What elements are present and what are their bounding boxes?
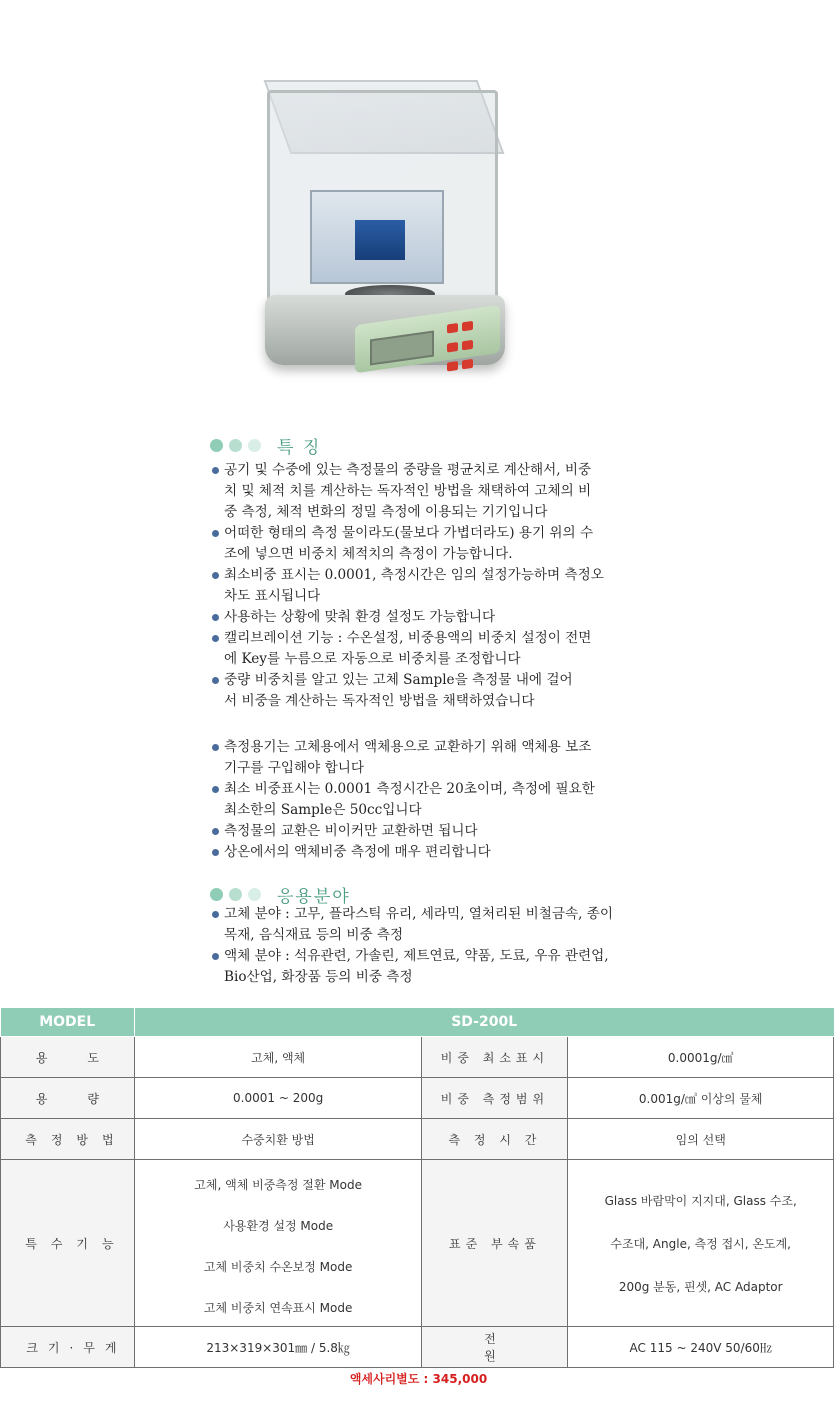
method-label: 측정방법: [1, 1119, 135, 1160]
bullet-icon: [212, 614, 219, 621]
model-label: MODEL: [1, 1008, 135, 1037]
power-value: AC 115 ~ 240V 50/60㎐: [568, 1327, 834, 1368]
features-header: [210, 433, 321, 458]
list-item: [212, 842, 632, 863]
special-mode-2: 사용환경 설정 Mode: [223, 1219, 334, 1233]
bullet-dot-icon: [248, 439, 261, 452]
features-list: [212, 460, 632, 712]
bullet-icon: [212, 786, 219, 793]
list-item-line: 서 비중을 계산하는 독자적인 방법을 채택하였습니다: [224, 693, 535, 709]
key-buttons: [445, 315, 485, 357]
bullet-icon: [212, 530, 219, 537]
method-value: 수중치환 방법: [134, 1119, 422, 1160]
power-label: 전 원: [422, 1327, 568, 1368]
list-item: [212, 821, 632, 842]
table-row: [1, 1327, 834, 1368]
special-value: [134, 1160, 422, 1327]
features-title: 특 징: [277, 438, 322, 458]
accessory-line-2: 수조대, Angle, 측정 접시, 온도계,: [610, 1236, 791, 1251]
size-weight-value: 213×319×301㎜ / 5.8㎏: [134, 1327, 422, 1368]
sample-holder: [355, 220, 405, 260]
list-item-line: 액체 분야 : 석유관련, 가솔린, 제트연료, 약품, 도료, 우유 관련업,: [224, 948, 609, 964]
time-value: 임의 선택: [568, 1119, 834, 1160]
table-row: [1, 1119, 834, 1160]
bullet-dot-icon: [248, 888, 261, 901]
range-label: 비중 측정범위: [422, 1078, 568, 1119]
table-row: [1, 1037, 834, 1078]
list-item: [212, 565, 632, 607]
list-item: [212, 737, 632, 779]
bullet-icon: [212, 677, 219, 684]
table-row: [1, 1160, 834, 1327]
bullet-icon: [212, 828, 219, 835]
list-item: [212, 670, 632, 712]
list-item-line: 중량 비중치를 알고 있는 고체 Sample을 측정물 내에 걸어: [224, 672, 573, 688]
list-item: [212, 904, 632, 946]
list-item: [212, 779, 632, 821]
accessory-line-3: 200g 분동, 핀셋, AC Adaptor: [618, 1279, 783, 1294]
list-item-line: 최소비중 표시는 0.0001, 측정시간은 임의 설정가능하며 측정오: [224, 567, 604, 583]
list-item-line: 캘리브레이션 기능 : 수온설정, 비중용액의 비중치 설정이 전면: [224, 630, 592, 646]
range-value: 0.001g/㎤ 이상의 물체: [568, 1078, 834, 1119]
usage-value: 고체, 액체: [134, 1037, 422, 1078]
bullet-icon: [212, 635, 219, 642]
accessories-label: 표준 부속품: [422, 1160, 568, 1327]
table-row: [1, 1078, 834, 1119]
list-item-line: 고체 분야 : 고무, 플라스틱 유리, 세라믹, 열처리된 비철금속, 종이: [224, 906, 614, 922]
accessory-price: 액세사리별도 : 345,000: [349, 1372, 488, 1386]
list-item-line: 측정용기는 고체용에서 액체용으로 교환하기 위해 액체용 보조: [224, 739, 592, 755]
bullet-icon: [212, 849, 219, 856]
spec-table: [0, 1007, 834, 1368]
bullet-icon: [212, 953, 219, 960]
list-item-line: 목재, 음식재료 등의 비중 측정: [224, 927, 404, 943]
min-display-value: 0.0001g/㎤: [568, 1037, 834, 1078]
list-item-line: 중 측정, 체적 변화의 정밀 측정에 이용되는 기기입니다: [224, 504, 548, 520]
bullet-icon: [212, 467, 219, 474]
bullet-icon: [212, 744, 219, 751]
bullet-icon: [212, 911, 219, 918]
notes-list: [212, 737, 632, 863]
spec-header-row: [1, 1008, 834, 1037]
list-item-line: 측정물의 교환은 비이커만 교환하면 됩니다: [224, 823, 478, 839]
capacity-value: 0.0001 ~ 200g: [134, 1078, 422, 1119]
model-value: SD-200L: [134, 1008, 833, 1037]
size-weight-label: 크기·무게: [1, 1327, 135, 1368]
bullet-dot-icon: [229, 439, 242, 452]
list-item-line: 치 및 체적 치를 계산하는 독자적인 방법을 채택하여 고체의 비: [224, 483, 592, 499]
list-item-line: 기구를 구입해야 합니다: [224, 760, 364, 776]
list-item-line: 공기 및 수중에 있는 측정물의 중량을 평균치로 계산해서, 비중: [224, 462, 592, 478]
product-photo: [255, 80, 515, 380]
usage-label: 용 도: [1, 1037, 135, 1078]
bullet-icon: [212, 572, 219, 579]
special-label: 특수기능: [1, 1160, 135, 1327]
list-item-line: 어떠한 형태의 측정 물이라도(물보다 가볍더라도) 용기 위의 수: [224, 525, 594, 541]
bullet-dot-icon: [210, 888, 223, 901]
applications-list: [212, 904, 632, 988]
list-item-line: 에 Key를 누름으로 자동으로 비중치를 조정합니다: [224, 651, 521, 667]
list-item: [212, 946, 632, 988]
list-item-line: 차도 표시됩니다: [224, 588, 321, 604]
special-mode-4: 고체 비중치 연속표시 Mode: [203, 1301, 353, 1315]
bullet-dot-icon: [210, 439, 223, 452]
applications-title: 응용분야: [277, 887, 351, 907]
list-item: [212, 607, 632, 628]
list-item-line: 최소 비중표시는 0.0001 측정시간은 20초이며, 측정에 필요한: [224, 781, 595, 797]
special-mode-1: 고체, 액체 비중측정 절환 Mode: [194, 1178, 362, 1192]
bullet-dot-icon: [229, 888, 242, 901]
list-item: [212, 628, 632, 670]
time-label: 측 정 시 간: [422, 1119, 568, 1160]
special-mode-3: 고체 비중치 수온보정 Mode: [203, 1260, 353, 1274]
list-item-line: 최소한의 Sample은 50cc입니다: [224, 802, 422, 818]
capacity-label: 용 량: [1, 1078, 135, 1119]
min-display-label: 비중 최소표시: [422, 1037, 568, 1078]
list-item-line: Bio산업, 화장품 등의 비중 측정: [224, 969, 413, 985]
accessories-value: [568, 1160, 834, 1327]
list-item: [212, 460, 632, 523]
list-item-line: 조에 넣으면 비중치 체적치의 측정이 가능합니다.: [224, 546, 513, 562]
accessory-line-1: Glass 바람막이 지지대, Glass 수조,: [604, 1193, 797, 1208]
list-item-line: 사용하는 상황에 맞춰 환경 설정도 가능합니다: [224, 609, 496, 625]
list-item: [212, 523, 632, 565]
list-item-line: 상온에서의 액체비중 측정에 매우 편리합니다: [224, 844, 491, 860]
